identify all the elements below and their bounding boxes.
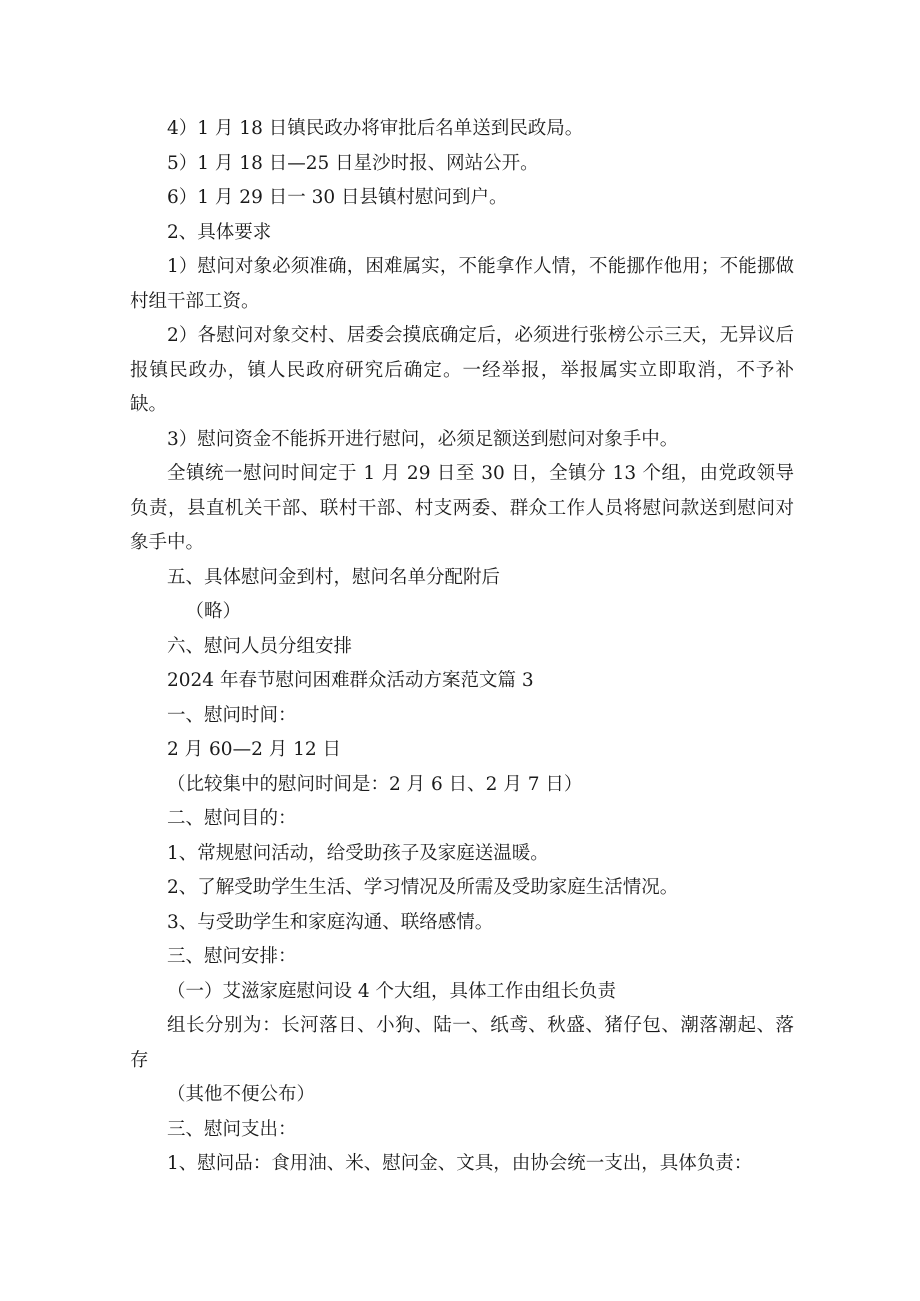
section-heading-purpose: 二、慰问目的：: [167, 808, 297, 829]
section-heading-six: 六、慰问人员分组安排: [167, 635, 353, 657]
section-heading-five: 五、具体慰问金到村，慰问名单分配附后: [167, 566, 501, 588]
paragraph-undisclosed: （其他不便公布）: [167, 1084, 316, 1105]
paragraph-purpose-2: 2、了解受助学生生活、学习情况及所需及受助家庭生活情况。: [167, 877, 679, 898]
section-heading-expenses: 三、慰问支出：: [167, 1118, 297, 1140]
paragraph-requirement-3: 3）慰问资金不能拆开进行慰问，必须足额送到慰问对象手中。: [167, 428, 679, 450]
section-heading-requirements: 2、具体要求: [167, 221, 272, 243]
paragraph-schedule-item-5: 5）1 月 18 日—25 日星沙时报、网站公开。: [167, 152, 539, 174]
paragraph-schedule-item-6: 6）1 月 29 日一 30 日县镇村慰问到户。: [167, 187, 508, 208]
section-heading-arrangement: 三、慰问安排：: [167, 946, 297, 967]
paragraph-purpose-1: 1、常规慰问活动，给受助孩子及家庭送温暖。: [167, 842, 549, 864]
paragraph-schedule-item-4: 4）1 月 18 日镇民政办将审批后名单送到民政局。: [167, 118, 584, 139]
paragraph-date-range: 2 月 60—2 月 12 日: [167, 739, 342, 760]
paragraph-groups: （一）艾滋家庭慰问设 4 个大组，具体工作由组长负责: [167, 980, 617, 1002]
paragraph-concentrated-time: （比较集中的慰问时间是：2 月 6 日、2 月 7 日）: [167, 773, 583, 795]
article-title: 2024 年春节慰问困难群众活动方案范文篇 3: [167, 670, 534, 691]
paragraph-purpose-3: 3、与受助学生和家庭沟通、联络感情。: [167, 911, 494, 933]
paragraph-group-leaders: 组长分别为：长河落日、小狗、陆一、纸鸢、秋盛、猪仔包、潮落潮起、落存: [130, 1015, 794, 1071]
section-heading-time: 一、慰问时间：: [167, 704, 297, 726]
paragraph-omitted: （略）: [185, 601, 242, 622]
paragraph-requirement-1: 1）慰问对象必须准确，困难属实，不能拿作人情，不能挪作他用；不能挪做村组干部工资。: [130, 256, 794, 312]
paragraph-requirement-2: 2）各慰问对象交村、居委会摸底确定后，必须进行张榜公示三天，无异议后报镇民政办，镇人民政府研究后确定。一经举报，举报属实立即取消，不予补缺。: [130, 325, 794, 415]
paragraph-expense-1: 1、慰问品：食用油、米、慰问金、文具，由协会统一支出，具体负责：: [167, 1153, 753, 1174]
document-body: [130, 112, 794, 1182]
paragraph-unified-time: 全镇统一慰问时间定于 1 月 29 日至 30 日，全镇分 13 个组，由党政领导负责，县直机关干部、联村干部、村支两委、群众工作人员将慰问款送到慰问对象手中。: [130, 463, 794, 553]
